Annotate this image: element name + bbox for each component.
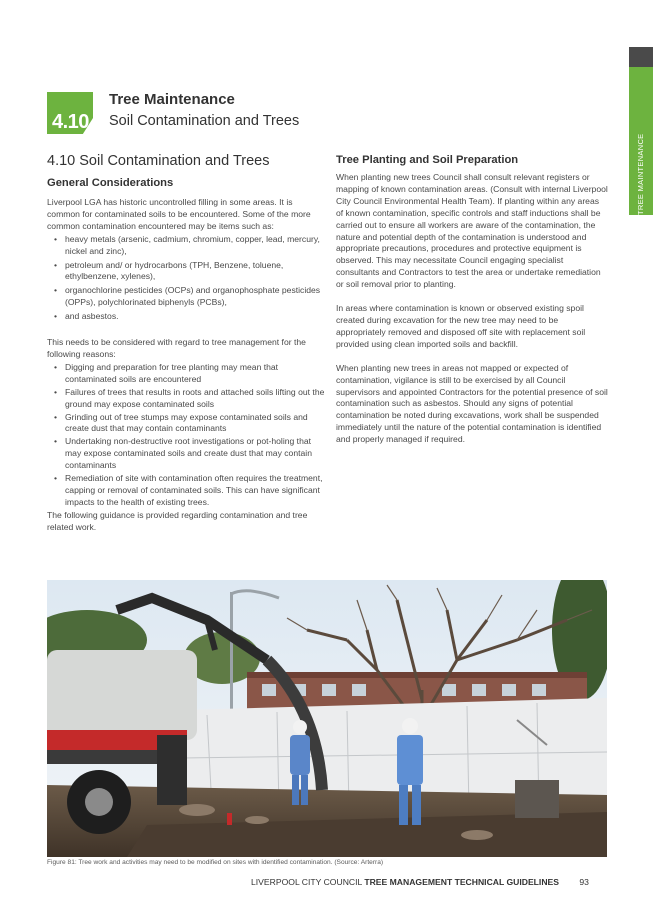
planting-paragraph-2: In areas where contamination is known or observed existing spoil created during excavation for the new tree may need to be appropriately removed and disposed off site with replacement soil provided using clean imported soils and backfill. (336, 303, 586, 349)
list-item: • heavy metals (arsenic, cadmium, chromium, copper, lead, mercury, nickel and zinc), (47, 234, 325, 258)
list-item: • Remediation of site with contamination often requires the treatment, capping or removal of contaminated soils. This can have significant impacts to the health of existing trees. (47, 473, 325, 509)
planting-paragraph-1: When planting new trees Council shall consult relevant registers or mapping of known contamination areas. (Consult with internal Liverpool City Council Environmental Health Team). If planting within any areas of known contamination, specific controls and staff inductions shall be carried out to ensure all workers are aware of the contamination, the nature and potential depth of the contamination is understood and appropriate precautions, procedures and protective equipment is observed. This may necessitate Council engaging specialist consultants and Contractors to test the area or undertake remediation or soil removal prior to planting. (336, 172, 608, 290)
site-photo (47, 580, 607, 857)
reasons-list (47, 362, 325, 509)
planting-paragraph-3: When planting new trees in areas not mapped or expected of contamination, vigilance is still to be exercised by all Council supervisors and appointed Contractors for the potential presence of soil contamination such as asbestos. Should any signs of potential contamination be noted during excavations, work shall be suspended immediately until the nature of the potential contamination is identified and properly managed if required. (336, 362, 608, 445)
list-item: • organochlorine pesticides (OCPs) and organophosphate pesticides (OPPs), polychlorinated biphenyls (PCBs), (47, 285, 325, 309)
general-considerations-heading: General Considerations (47, 177, 174, 189)
list-item: • Digging and preparation for tree planting may mean that contaminated soils are encountered (47, 362, 325, 386)
list-item: • petroleum and/ or hydrocarbons (TPH, Benzene, toluene, ethylbenzene, xylenes), (47, 260, 325, 284)
page-number: 93 (579, 877, 589, 887)
left-column (47, 152, 325, 534)
reasons-intro: This needs to be considered with regard to tree management for the following reasons: (47, 337, 306, 359)
closing-paragraph: The following guidance is provided regarding contamination and tree related work. (47, 509, 308, 532)
chapter-subtitle: Soil Contamination and Trees (109, 113, 300, 129)
figure-caption: Figure 81: Tree work and activities may need to be modified on sites with identified contamination. (Source: Arterra) (47, 859, 384, 866)
side-tab-band (629, 47, 653, 67)
footer-org: LIVERPOOL CITY COUNCIL (251, 877, 362, 887)
section-badge-number: 4.10 (52, 111, 89, 133)
list-item: • Undertaking non-destructive root investigations or pot-holing that may expose contaminated soils and create dust that may contain contaminants (47, 436, 325, 472)
list-item: • Failures of trees that results in roots and attached soils lifting out the ground may expose contaminated soils (47, 387, 325, 411)
footer-doc-title: TREE MANAGEMENT TECHNICAL GUIDELINES (364, 877, 559, 887)
section-title: 4.10 Soil Contamination and Trees (47, 153, 270, 169)
side-tab-label: TREE MAINTENANCE (636, 133, 645, 215)
intro-paragraph: Liverpool LGA has historic uncontrolled filling in some areas. It is common for contaminated soils to be encountered. Some of the more common contamination encountered may be items such as: (47, 197, 311, 231)
right-column (336, 153, 608, 446)
list-item: • and asbestos. (47, 311, 325, 323)
page-footer (251, 877, 589, 887)
planting-heading: Tree Planting and Soil Preparation (336, 154, 519, 166)
list-item: • Grinding out of tree stumps may expose contaminated soils and create dust that may contain contaminants (47, 412, 325, 436)
contaminant-list (47, 234, 325, 323)
side-tab (629, 47, 653, 215)
chapter-title: Tree Maintenance (109, 91, 235, 108)
